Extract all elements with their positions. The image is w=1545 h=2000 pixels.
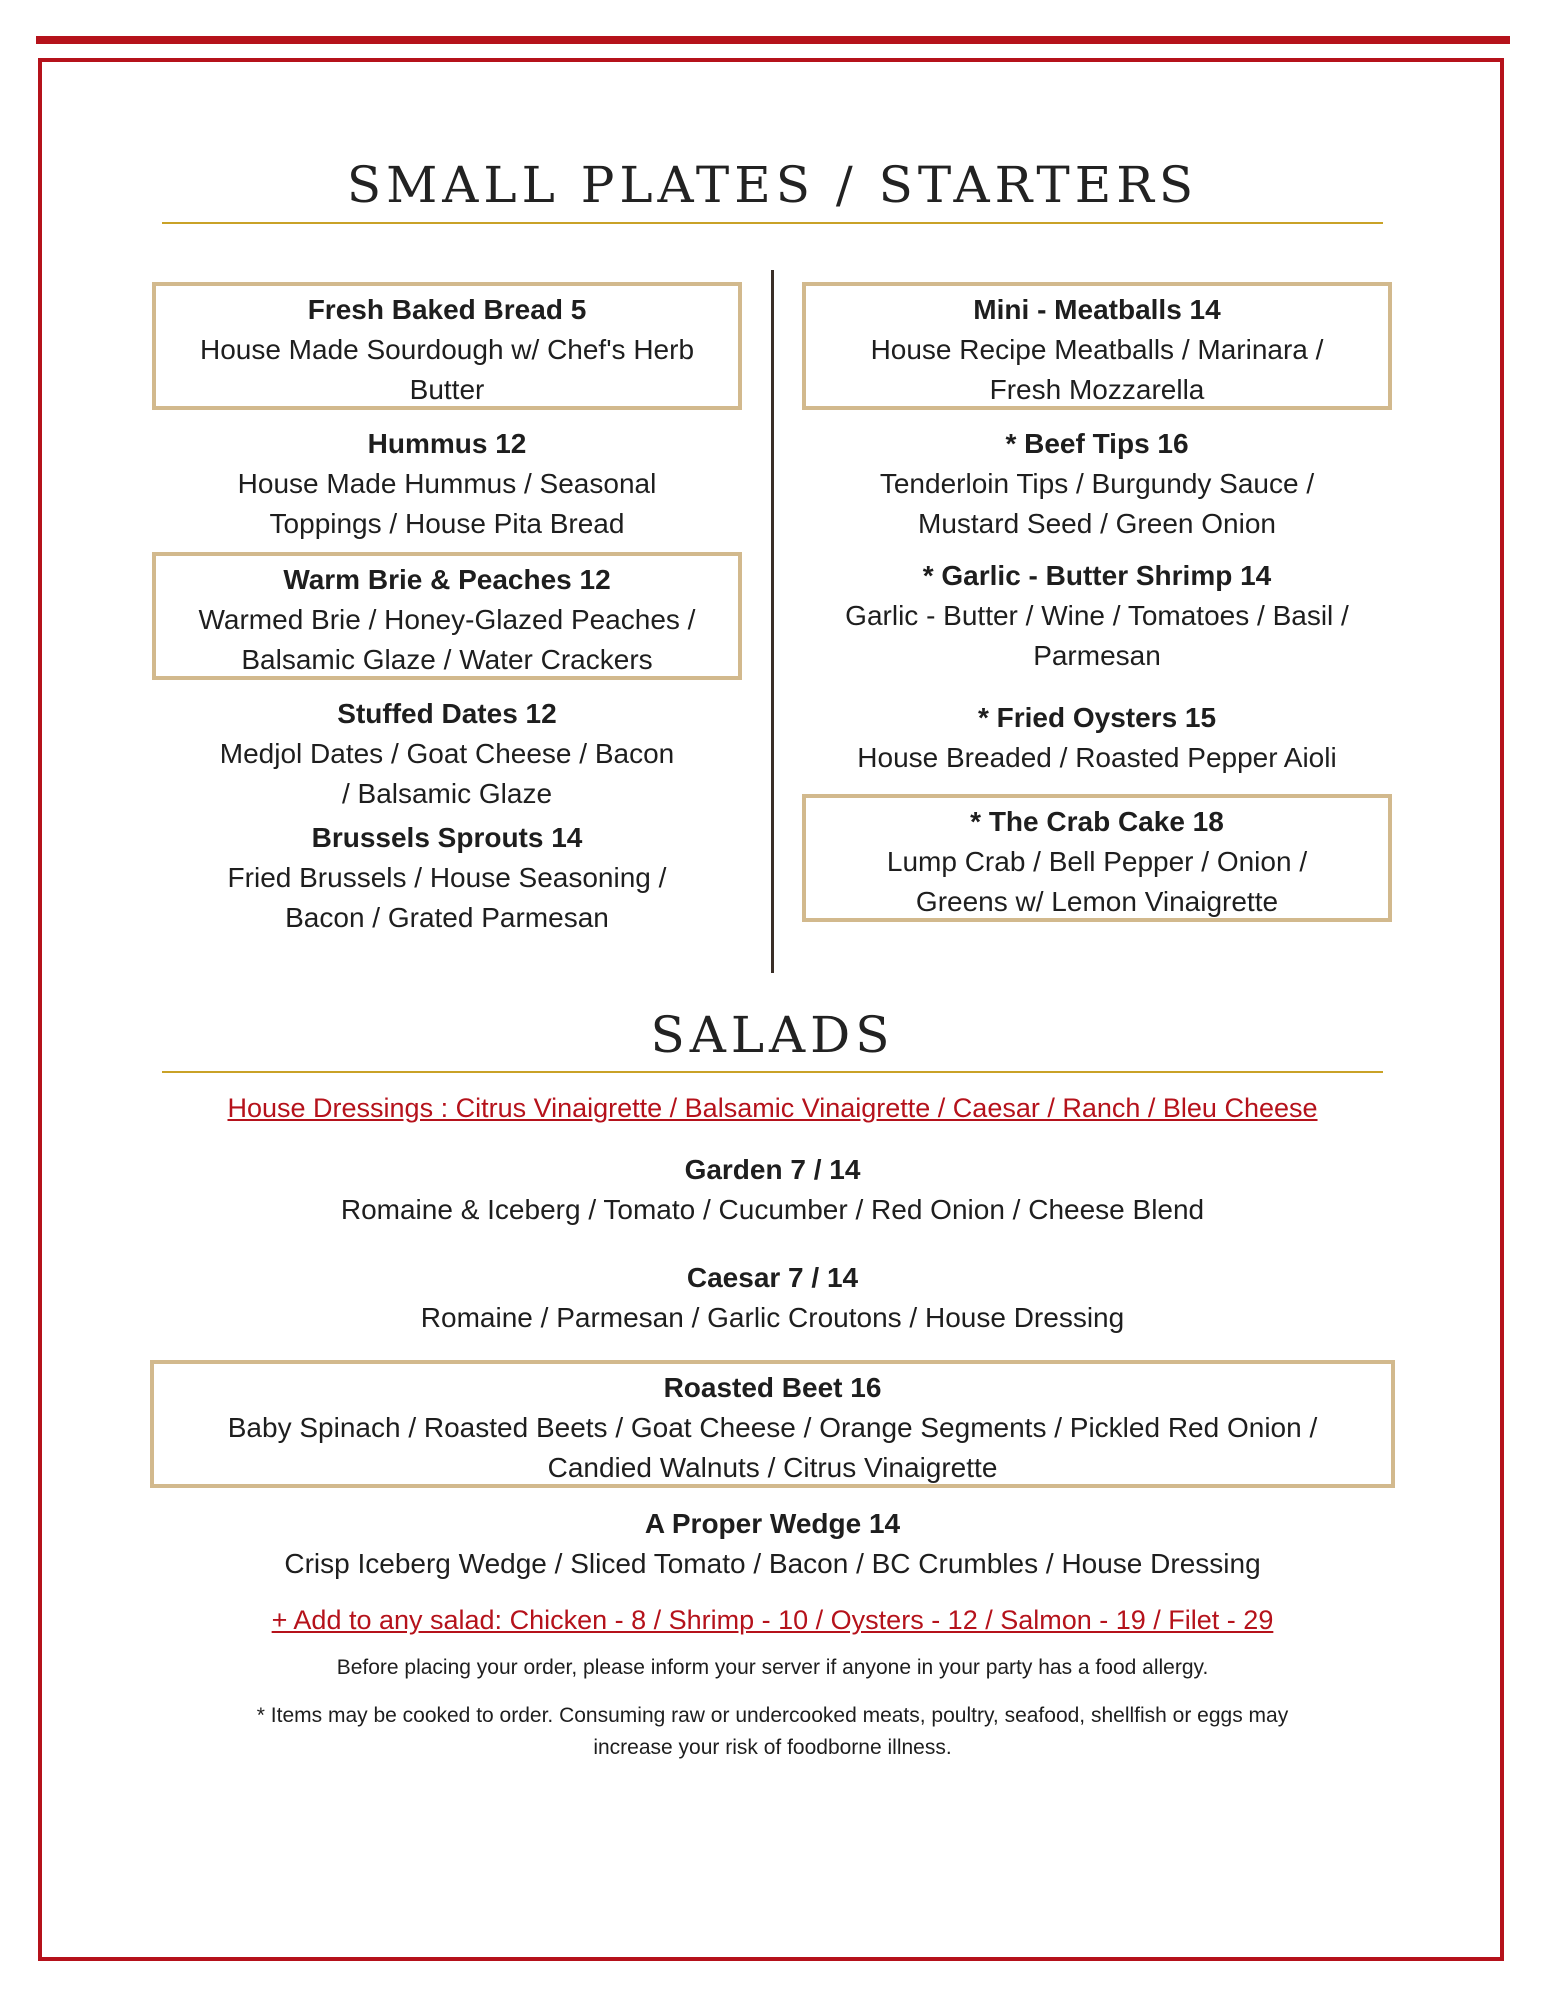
item-name: Brussels Sprouts 14	[311, 822, 583, 853]
item-description: Fried Brussels / House Seasoning / Bacon / Grated Parmesan	[227, 862, 667, 933]
starters-right-column	[802, 282, 1392, 922]
item-description: Tenderloin Tips / Burgundy Sauce / Mustard Seed / Green Onion	[879, 468, 1315, 539]
menu-item	[802, 282, 1392, 410]
item-description: Warmed Brie / Honey-Glazed Peaches / Balsamic Glaze / Water Crackers	[198, 604, 696, 675]
salad-add-on-link[interactable]: + Add to any salad: Chicken - 8 / Shrimp - 10 / Oysters - 12 / Salmon - 19 / Filet - 29	[271, 1605, 1274, 1635]
item-name: * Beef Tips 16	[1005, 428, 1189, 459]
salad-item	[150, 1150, 1395, 1258]
item-description: House Breaded / Roasted Pepper Aioli	[857, 742, 1337, 773]
item-name: * The Crab Cake 18	[970, 806, 1224, 837]
salad-item	[150, 1258, 1395, 1360]
item-description: Crisp Iceberg Wedge / Sliced Tomato / Bacon / BC Crumbles / House Dressing	[284, 1548, 1261, 1579]
item-description: House Recipe Meatballs / Marinara / Fresh Mozzarella	[870, 334, 1324, 405]
salads-title: SALADS	[650, 1006, 895, 1064]
item-description: Baby Spinach / Roasted Beets / Goat Cheese / Orange Segments / Pickled Red Onion / Candied Walnuts / Citrus Vinaigrette	[227, 1412, 1318, 1483]
menu-item	[152, 680, 742, 810]
top-red-rule	[36, 36, 1510, 44]
item-name: Garden 7 / 14	[684, 1154, 861, 1185]
menu-item	[802, 694, 1392, 794]
house-dressings-link[interactable]: House Dressings : Citrus Vinaigrette / Balsamic Vinaigrette / Caesar / Ranch / Bleu Cheese	[227, 1093, 1318, 1123]
salads-rule	[162, 1071, 1383, 1073]
item-description: House Made Sourdough w/ Chef's Herb Butter	[199, 334, 695, 405]
item-name: Caesar 7 / 14	[686, 1262, 859, 1293]
item-name: Warm Brie & Peaches 12	[283, 564, 611, 595]
item-name: A Proper Wedge 14	[644, 1508, 901, 1539]
item-name: * Garlic - Butter Shrimp 14	[922, 560, 1272, 591]
starters-left-column	[152, 282, 742, 938]
menu-item	[802, 552, 1392, 694]
item-description: Romaine / Parmesan / Garlic Croutons / House Dressing	[420, 1302, 1125, 1333]
item-name: Fresh Baked Bread 5	[307, 294, 587, 325]
item-description: House Made Hummus / Seasonal Toppings / House Pita Bread	[237, 468, 657, 539]
item-description: Garlic - Butter / Wine / Tomatoes / Basil / Parmesan	[845, 600, 1349, 671]
item-description: Medjol Dates / Goat Cheese / Bacon / Balsamic Glaze	[219, 738, 675, 809]
menu-item	[152, 282, 742, 410]
column-divider	[771, 270, 774, 973]
menu-item	[802, 794, 1392, 922]
item-description: Lump Crab / Bell Pepper / Onion / Greens w/ Lemon Vinaigrette	[886, 846, 1308, 917]
menu-item	[152, 410, 742, 552]
raw-food-warning: * Items may be cooked to order. Consuming raw or undercooked meats, poultry, seafood, shellfish or eggs may increase your risk of foodborne illness.	[256, 1704, 1289, 1759]
salad-item	[150, 1360, 1395, 1488]
item-name: Roasted Beet 16	[663, 1372, 882, 1403]
salads-section	[150, 1090, 1395, 1764]
menu-item	[802, 410, 1392, 552]
menu-item	[152, 810, 742, 938]
item-name: Stuffed Dates 12	[337, 698, 557, 729]
starters-rule	[162, 222, 1383, 224]
item-name: * Fried Oysters 15	[977, 702, 1217, 733]
item-name: Mini - Meatballs 14	[973, 294, 1221, 325]
starters-title: SMALL PLATES / STARTERS	[346, 156, 1199, 214]
allergy-notice: Before placing your order, please inform your server if anyone in your party has a food allergy.	[336, 1656, 1209, 1679]
item-description: Romaine & Iceberg / Tomato / Cucumber / Red Onion / Cheese Blend	[340, 1194, 1205, 1225]
menu-item	[152, 552, 742, 680]
salad-item	[150, 1504, 1395, 1600]
item-name: Hummus 12	[367, 428, 527, 459]
